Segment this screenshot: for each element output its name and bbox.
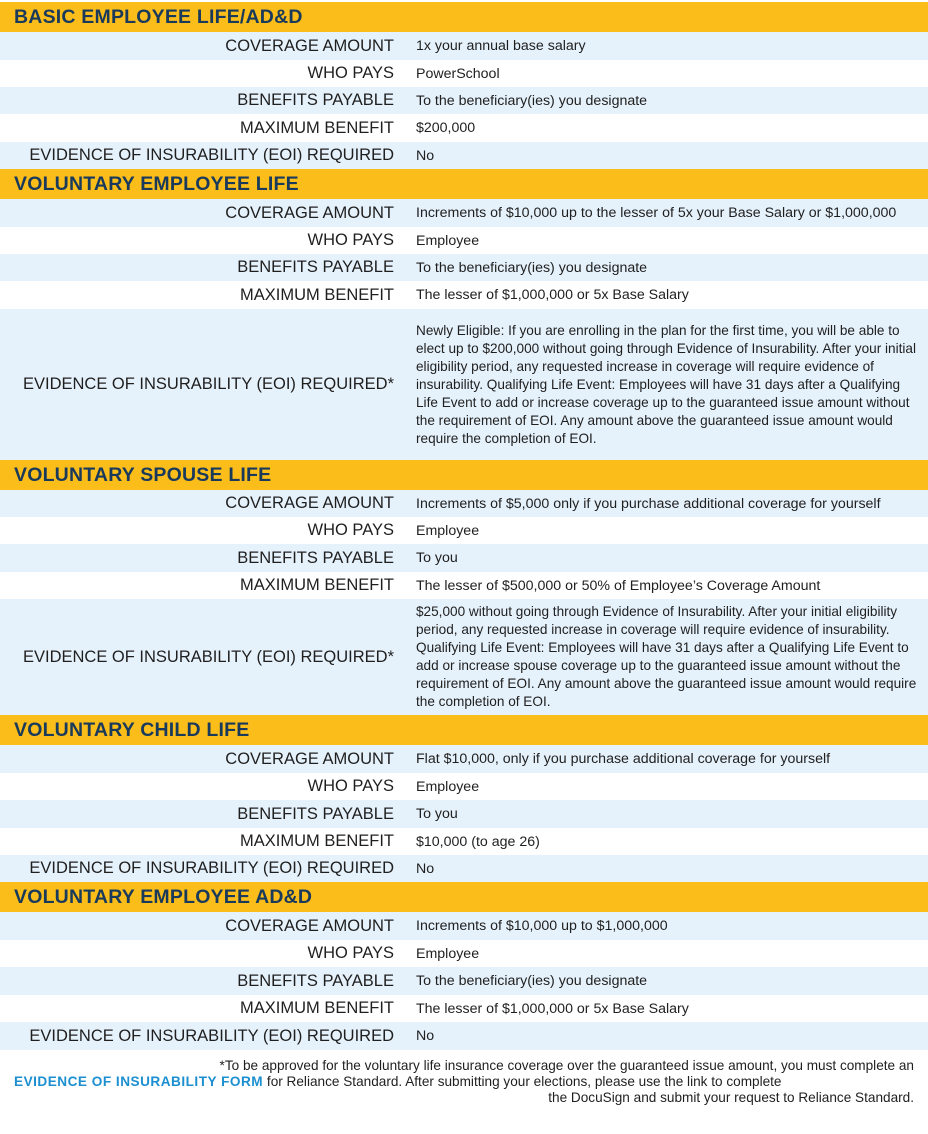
row-value: Employee xyxy=(416,232,480,249)
row-value: To you xyxy=(416,806,458,822)
table-row xyxy=(0,599,928,715)
row-value: Increments of $5,000 only if you purchase additional coverage for yourself xyxy=(416,495,881,512)
table-row xyxy=(0,254,928,281)
row-label: MAXIMUM BENEFIT xyxy=(239,999,394,1017)
row-label: BENEFITS PAYABLE xyxy=(237,548,394,567)
table-row xyxy=(0,517,928,544)
section-voluntary-employee-life xyxy=(0,169,928,460)
row-label: WHO PAYS xyxy=(307,777,394,795)
table-row xyxy=(0,995,928,1022)
table-row xyxy=(0,940,928,967)
footnote-line-2-text: for Reliance Standard. After submitting your elections, please use the link to complete xyxy=(263,1074,782,1089)
row-value: $25,000 without going through Evidence of Insurability. After your initial eligibility period, any requested increase in coverage will require evidence of insurability. Qualifying Life Event: Employees will have 31 days after a Qualifying Life Event to add or increase spouse coverage up to the guaranteed issue amount without the requirement of EOI. Any amount above the guaranteed issue amount would require the completion of EOI. xyxy=(416,604,917,709)
table-row xyxy=(0,281,928,309)
table-row xyxy=(0,490,928,517)
row-label: COVERAGE AMOUNT xyxy=(225,916,394,935)
section-title: VOLUNTARY EMPLOYEE AD&D xyxy=(0,882,928,912)
row-value: $200,000 xyxy=(416,120,476,136)
eoi-form-link[interactable]: EVIDENCE OF INSURABILITY FORM xyxy=(14,1074,264,1089)
row-value: 1x your annual base salary xyxy=(416,38,586,54)
table-row xyxy=(0,309,928,460)
section-voluntary-spouse-life xyxy=(0,460,928,715)
table-row xyxy=(0,967,928,995)
row-label: EVIDENCE OF INSURABILITY (EOI) REQUIRED xyxy=(29,859,394,877)
section-title: BASIC EMPLOYEE LIFE/AD&D xyxy=(0,2,928,32)
row-label: COVERAGE AMOUNT xyxy=(225,36,394,55)
table-row xyxy=(0,32,928,60)
footnote-line-1: *To be approved for the voluntary life insurance coverage over the guaranteed issue amount, you must complete an xyxy=(219,1058,914,1073)
footnote xyxy=(0,1058,928,1106)
row-value: Employee xyxy=(416,778,480,795)
row-value: No xyxy=(416,1028,435,1044)
row-label: EVIDENCE OF INSURABILITY (EOI) REQUIRED xyxy=(29,1026,394,1045)
row-value: Increments of $10,000 up to the lesser of 5x your Base Salary or $1,000,000 xyxy=(416,205,897,221)
footnote-line-3: the DocuSign and submit your request to Reliance Standard. xyxy=(548,1090,914,1105)
row-label: BENEFITS PAYABLE xyxy=(237,971,394,990)
section-title: VOLUNTARY CHILD LIFE xyxy=(0,715,928,745)
row-value: To the beneficiary(ies) you designate xyxy=(416,973,648,989)
section-voluntary-employee-add xyxy=(0,882,928,1050)
row-label: MAXIMUM BENEFIT xyxy=(239,576,394,594)
row-label: WHO PAYS xyxy=(307,944,394,962)
row-label: MAXIMUM BENEFIT xyxy=(239,285,394,304)
row-label: BENEFITS PAYABLE xyxy=(237,804,394,823)
row-label: MAXIMUM BENEFIT xyxy=(239,118,394,137)
row-label: WHO PAYS xyxy=(307,521,394,539)
row-label: COVERAGE AMOUNT xyxy=(225,203,394,222)
table-row xyxy=(0,142,928,169)
row-value: No xyxy=(416,860,435,877)
table-row xyxy=(0,855,928,882)
row-value: Increments of $10,000 up to $1,000,000 xyxy=(416,918,668,934)
row-value: The lesser of $1,000,000 or 5x Base Salary xyxy=(416,1000,689,1017)
row-label: EVIDENCE OF INSURABILITY (EOI) REQUIRED xyxy=(29,146,394,164)
row-value: $10,000 (to age 26) xyxy=(416,833,540,850)
row-value: The lesser of $500,000 or 50% of Employee’s Coverage Amount xyxy=(416,577,821,594)
row-value: Newly Eligible: If you are enrolling in the plan for the first time, you will be able to elect up to $200,000 without going through Evidence of Insurability. After your initial eligibility period, any requested increase in coverage will require evidence of insurability. Qualifying Life Event: Employees will have 31 days after a Qualifying Life Event to add or increase coverage up to the guaranteed issue amount without the requirement of EOI. Any amount above the guaranteed issue amount would require the completion of EOI. xyxy=(416,322,917,446)
section-title: VOLUNTARY EMPLOYEE LIFE xyxy=(0,169,928,199)
row-label: COVERAGE AMOUNT xyxy=(225,749,394,768)
row-value: PowerSchool xyxy=(416,65,500,82)
section-voluntary-child-life xyxy=(0,715,928,882)
section-basic-employee-life xyxy=(0,2,928,169)
row-label: BENEFITS PAYABLE xyxy=(237,91,394,109)
table-row xyxy=(0,828,928,855)
table-row xyxy=(0,114,928,142)
table-row xyxy=(0,572,928,599)
row-label: WHO PAYS xyxy=(307,231,394,249)
row-label: EVIDENCE OF INSURABILITY (EOI) REQUIRED* xyxy=(22,375,394,393)
row-label: MAXIMUM BENEFIT xyxy=(239,832,394,850)
table-row xyxy=(0,1022,928,1050)
table-row xyxy=(0,773,928,800)
row-label: BENEFITS PAYABLE xyxy=(237,258,394,276)
table-row xyxy=(0,745,928,773)
row-value: To you xyxy=(416,550,458,566)
table-row xyxy=(0,800,928,828)
row-label: COVERAGE AMOUNT xyxy=(225,494,394,512)
table-row xyxy=(0,544,928,572)
table-row xyxy=(0,60,928,87)
row-value: Employee xyxy=(416,522,480,539)
row-value: The lesser of $1,000,000 or 5x Base Salary xyxy=(416,287,689,303)
footnote-line-2 xyxy=(14,1074,914,1090)
row-label: EVIDENCE OF INSURABILITY (EOI) REQUIRED* xyxy=(22,647,394,666)
table-row xyxy=(0,87,928,114)
table-row xyxy=(0,199,928,227)
table-row xyxy=(0,912,928,940)
table-row xyxy=(0,227,928,254)
row-value: To the beneficiary(ies) you designate xyxy=(416,259,648,276)
row-label: WHO PAYS xyxy=(307,64,394,82)
row-value: To the beneficiary(ies) you designate xyxy=(416,92,648,109)
row-value: Employee xyxy=(416,945,480,962)
row-value: No xyxy=(416,147,435,164)
row-value: Flat $10,000, only if you purchase additional coverage for yourself xyxy=(416,751,831,767)
section-title: VOLUNTARY SPOUSE LIFE xyxy=(0,460,928,490)
